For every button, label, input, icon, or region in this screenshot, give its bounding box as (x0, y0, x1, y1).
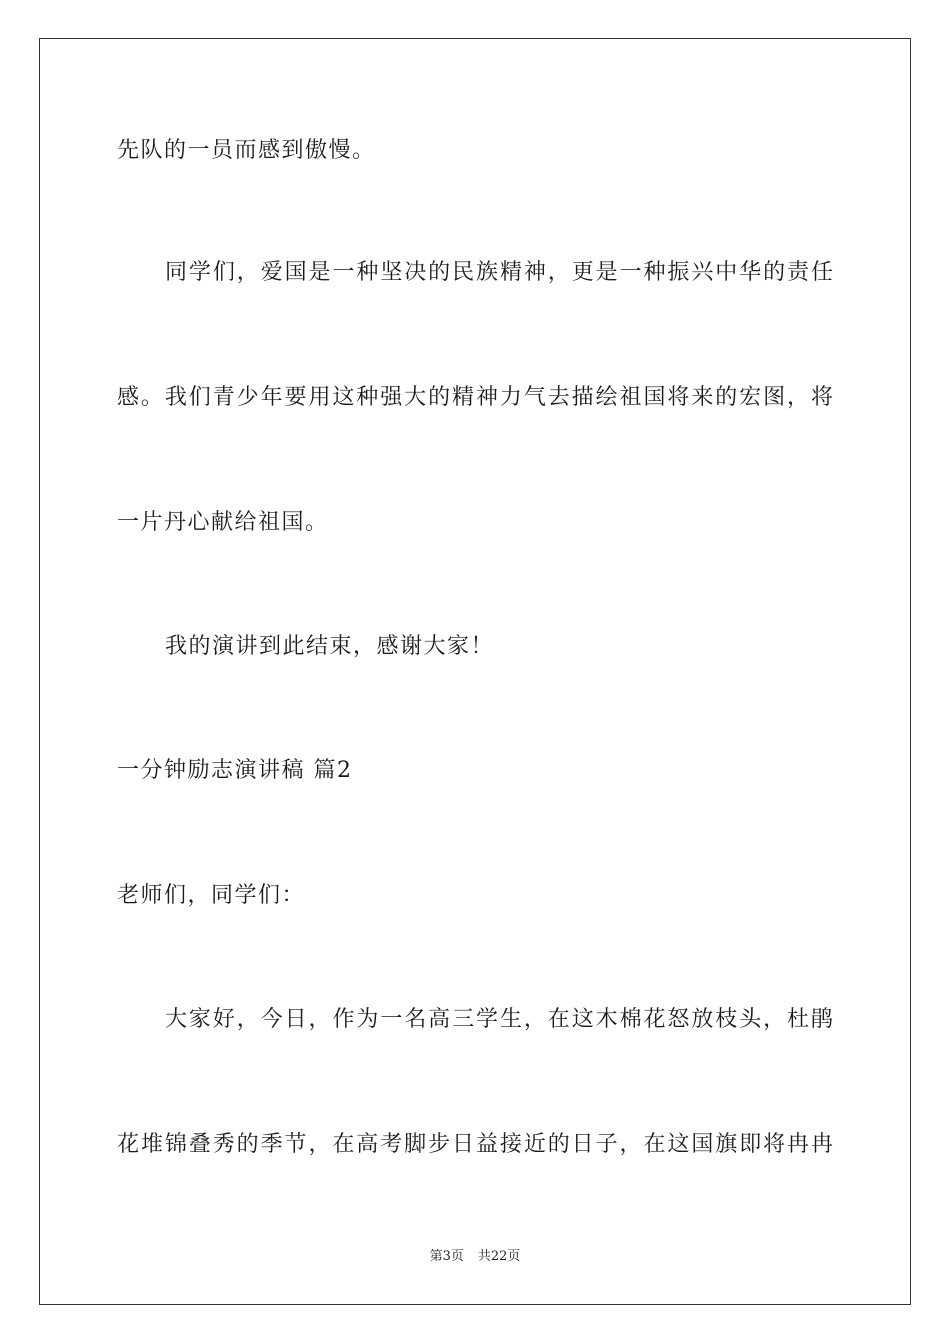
paragraph-line: 花堆锦叠秀的季节，在高考脚步日益接近的日子，在这国旗即将冉冉 (117, 1132, 833, 1157)
section-heading: 一分钟励志演讲稿 篇2 (117, 758, 353, 783)
page-total: 共22页 (477, 1249, 521, 1264)
page-number: 第3页 (429, 1249, 464, 1264)
salutation-line: 老师们，同学们： (117, 883, 306, 908)
paragraph-line: 先队的一员而感到傲慢。 (117, 138, 376, 163)
page-border (39, 38, 911, 1305)
paragraph-line: 感。我们青少年要用这种强大的精神力气去描绘祖国将来的宏图，将 (117, 385, 833, 410)
paragraph-line: 大家好，今日，作为一名高三学生，在这木棉花怒放枝头，杜鹃 (165, 1007, 833, 1032)
paragraph-line: 一片丹心献给祖国。 (117, 510, 329, 535)
paragraph-line: 我的演讲到此结束，感谢大家！ (165, 634, 495, 659)
page-footer (0, 1248, 950, 1266)
paragraph-line: 同学们，爱国是一种坚决的民族精神，更是一种振兴中华的责任 (165, 260, 833, 285)
